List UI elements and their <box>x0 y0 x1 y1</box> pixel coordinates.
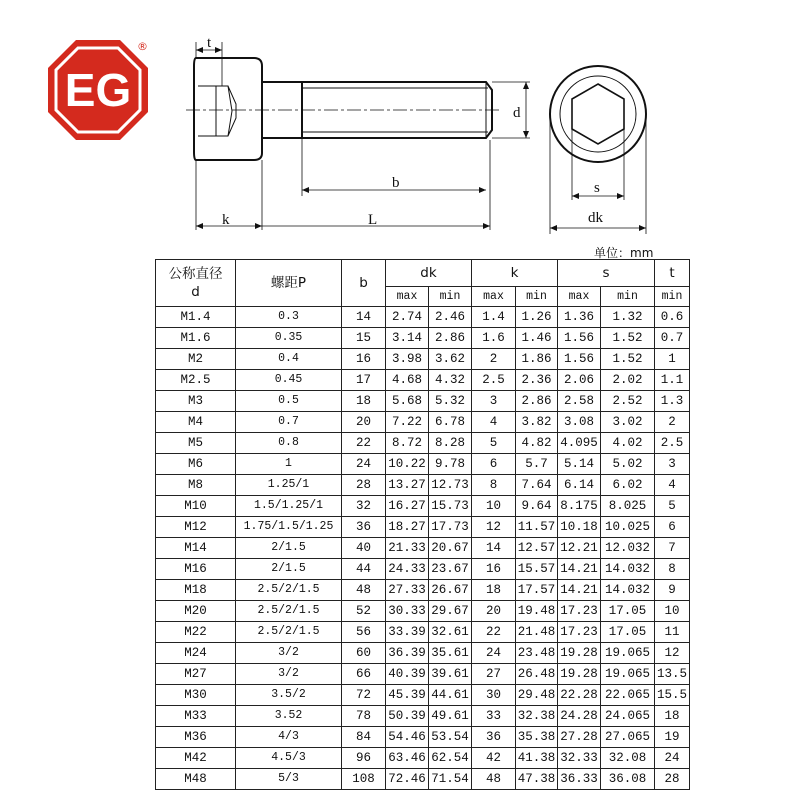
cell-k-min: 29.48 <box>516 685 558 706</box>
cell-k-min: 11.57 <box>516 517 558 538</box>
cell-t-min: 13.5 <box>655 664 690 685</box>
cell-dk-min: 32.61 <box>429 622 472 643</box>
header-nominal-line1: 公称直径 <box>168 266 223 282</box>
cell-size: M22 <box>156 622 236 643</box>
cell-s-max: 2.58 <box>558 391 601 412</box>
cell-s-min: 14.032 <box>601 559 655 580</box>
cell-b: 66 <box>342 664 386 685</box>
header-nominal-line2: d <box>191 284 200 300</box>
logo-text: EG <box>64 64 132 116</box>
cell-dk-min: 6.78 <box>429 412 472 433</box>
arrow <box>523 131 529 138</box>
cell-pitch: 4/3 <box>236 727 342 748</box>
cell-dk-max: 40.39 <box>386 664 429 685</box>
cell-size: M4 <box>156 412 236 433</box>
arrow <box>196 223 203 229</box>
cell-s-max: 6.14 <box>558 475 601 496</box>
cell-size: M14 <box>156 538 236 559</box>
cell-t-min: 2 <box>655 412 690 433</box>
label-k: k <box>222 212 230 228</box>
cell-k-min: 15.57 <box>516 559 558 580</box>
cell-s-max: 24.28 <box>558 706 601 727</box>
cell-size: M5 <box>156 433 236 454</box>
cell-k-min: 21.48 <box>516 622 558 643</box>
cell-size: M16 <box>156 559 236 580</box>
cell-k-max: 27 <box>472 664 516 685</box>
cell-k-min: 2.86 <box>516 391 558 412</box>
table-row <box>156 475 690 496</box>
header-t-min: min <box>655 287 690 307</box>
cell-b: 56 <box>342 622 386 643</box>
table-row <box>156 559 690 580</box>
cell-k-min: 1.26 <box>516 307 558 328</box>
cell-dk-max: 3.98 <box>386 349 429 370</box>
cell-dk-min: 29.67 <box>429 601 472 622</box>
cell-k-min: 23.48 <box>516 643 558 664</box>
cell-s-min: 19.065 <box>601 643 655 664</box>
cell-s-min: 17.05 <box>601 622 655 643</box>
arrow <box>572 193 579 199</box>
cell-t-min: 19 <box>655 727 690 748</box>
cell-s-min: 19.065 <box>601 664 655 685</box>
cell-size: M10 <box>156 496 236 517</box>
cell-s-max: 27.28 <box>558 727 601 748</box>
cell-dk-min: 20.67 <box>429 538 472 559</box>
cell-k-max: 36 <box>472 727 516 748</box>
cell-size: M6 <box>156 454 236 475</box>
cell-s-min: 3.02 <box>601 412 655 433</box>
cell-dk-min: 15.73 <box>429 496 472 517</box>
arrow <box>302 187 309 193</box>
cell-dk-max: 5.68 <box>386 391 429 412</box>
cell-s-min: 17.05 <box>601 601 655 622</box>
cell-b: 18 <box>342 391 386 412</box>
cell-dk-max: 72.46 <box>386 769 429 790</box>
cell-dk-max: 63.46 <box>386 748 429 769</box>
cell-t-min: 6 <box>655 517 690 538</box>
cell-pitch: 2/1.5 <box>236 538 342 559</box>
cell-dk-min: 2.86 <box>429 328 472 349</box>
cell-k-max: 2.5 <box>472 370 516 391</box>
cell-s-max: 22.28 <box>558 685 601 706</box>
cell-dk-min: 12.73 <box>429 475 472 496</box>
table-row <box>156 433 690 454</box>
cell-b: 20 <box>342 412 386 433</box>
socket-hidden-lines <box>198 86 236 136</box>
header-s-max: max <box>558 287 601 307</box>
label-L: L <box>368 212 378 228</box>
cell-b: 44 <box>342 559 386 580</box>
cell-k-min: 7.64 <box>516 475 558 496</box>
cell-dk-min: 53.54 <box>429 727 472 748</box>
cell-s-max: 32.33 <box>558 748 601 769</box>
cell-pitch: 2.5/2/1.5 <box>236 580 342 601</box>
cell-k-max: 12 <box>472 517 516 538</box>
table-row <box>156 664 690 685</box>
cell-s-max: 3.08 <box>558 412 601 433</box>
cell-s-min: 1.32 <box>601 307 655 328</box>
cell-dk-min: 3.62 <box>429 349 472 370</box>
cell-s-max: 5.14 <box>558 454 601 475</box>
cell-s-max: 19.28 <box>558 643 601 664</box>
cell-dk-max: 21.33 <box>386 538 429 559</box>
cell-s-min: 6.02 <box>601 475 655 496</box>
cell-pitch: 1.5/1.25/1 <box>236 496 342 517</box>
cell-dk-max: 18.27 <box>386 517 429 538</box>
header-pitch: 螺距P <box>236 260 342 307</box>
header-t: t <box>655 260 690 287</box>
cell-dk-min: 23.67 <box>429 559 472 580</box>
cell-dk-min: 35.61 <box>429 643 472 664</box>
arrow <box>215 47 222 53</box>
header-s: s <box>558 260 655 287</box>
cell-b: 108 <box>342 769 386 790</box>
cell-t-min: 2.5 <box>655 433 690 454</box>
cell-b: 24 <box>342 454 386 475</box>
cell-dk-max: 7.22 <box>386 412 429 433</box>
cell-b: 15 <box>342 328 386 349</box>
cell-size: M30 <box>156 685 236 706</box>
cell-pitch: 0.35 <box>236 328 342 349</box>
cell-t-min: 1 <box>655 349 690 370</box>
dimension-table <box>155 259 690 790</box>
cell-s-max: 10.18 <box>558 517 601 538</box>
cell-s-max: 17.23 <box>558 601 601 622</box>
cell-k-min: 5.7 <box>516 454 558 475</box>
cell-k-max: 2 <box>472 349 516 370</box>
cell-pitch: 2.5/2/1.5 <box>236 622 342 643</box>
table-row <box>156 622 690 643</box>
arrow <box>523 82 529 89</box>
cell-dk-min: 39.61 <box>429 664 472 685</box>
cell-s-max: 14.21 <box>558 559 601 580</box>
cell-k-max: 1.6 <box>472 328 516 349</box>
cell-t-min: 15.5 <box>655 685 690 706</box>
cell-s-min: 1.52 <box>601 328 655 349</box>
cell-pitch: 3.52 <box>236 706 342 727</box>
cell-k-max: 14 <box>472 538 516 559</box>
cell-s-min: 32.08 <box>601 748 655 769</box>
cell-size: M33 <box>156 706 236 727</box>
cell-k-max: 18 <box>472 580 516 601</box>
table-row <box>156 517 690 538</box>
cell-b: 36 <box>342 517 386 538</box>
cell-t-min: 11 <box>655 622 690 643</box>
cell-t-min: 1.1 <box>655 370 690 391</box>
table-row <box>156 727 690 748</box>
table-row <box>156 706 690 727</box>
cell-size: M42 <box>156 748 236 769</box>
table-row <box>156 748 690 769</box>
cell-b: 17 <box>342 370 386 391</box>
cell-pitch: 1.25/1 <box>236 475 342 496</box>
header-dk: dk <box>386 260 472 287</box>
cell-k-min: 41.38 <box>516 748 558 769</box>
screw-drawing <box>0 0 800 260</box>
cell-size: M36 <box>156 727 236 748</box>
cell-s-min: 22.065 <box>601 685 655 706</box>
cell-dk-max: 24.33 <box>386 559 429 580</box>
cell-k-min: 2.36 <box>516 370 558 391</box>
cell-size: M8 <box>156 475 236 496</box>
cell-k-min: 9.64 <box>516 496 558 517</box>
cell-dk-max: 3.14 <box>386 328 429 349</box>
cell-k-min: 47.38 <box>516 769 558 790</box>
cell-k-max: 16 <box>472 559 516 580</box>
table-row <box>156 328 690 349</box>
cell-s-max: 1.56 <box>558 328 601 349</box>
cell-size: M2 <box>156 349 236 370</box>
cell-pitch: 0.4 <box>236 349 342 370</box>
cell-dk-max: 54.46 <box>386 727 429 748</box>
cell-k-max: 30 <box>472 685 516 706</box>
cell-k-max: 6 <box>472 454 516 475</box>
cell-dk-max: 50.39 <box>386 706 429 727</box>
cell-k-min: 35.38 <box>516 727 558 748</box>
cell-dk-min: 44.61 <box>429 685 472 706</box>
table-row <box>156 685 690 706</box>
table-row <box>156 412 690 433</box>
table-row <box>156 496 690 517</box>
cell-k-max: 33 <box>472 706 516 727</box>
cell-dk-max: 2.74 <box>386 307 429 328</box>
cell-dk-max: 30.33 <box>386 601 429 622</box>
label-d: d <box>513 105 521 121</box>
cell-s-min: 2.02 <box>601 370 655 391</box>
cell-k-max: 10 <box>472 496 516 517</box>
cell-t-min: 0.6 <box>655 307 690 328</box>
header-dk-max: max <box>386 287 429 307</box>
cell-t-min: 3 <box>655 454 690 475</box>
cell-dk-max: 16.27 <box>386 496 429 517</box>
header-k-min: min <box>516 287 558 307</box>
cell-pitch: 2.5/2/1.5 <box>236 601 342 622</box>
cell-k-min: 19.48 <box>516 601 558 622</box>
cell-pitch: 5/3 <box>236 769 342 790</box>
arrow <box>196 47 203 53</box>
cell-pitch: 0.8 <box>236 433 342 454</box>
header-nominal-diameter <box>156 260 236 307</box>
cell-k-max: 3 <box>472 391 516 412</box>
header-b: b <box>342 260 386 307</box>
cell-size: M1.6 <box>156 328 236 349</box>
cell-s-min: 27.065 <box>601 727 655 748</box>
table-row <box>156 370 690 391</box>
cell-t-min: 12 <box>655 643 690 664</box>
header-k-max: max <box>472 287 516 307</box>
cell-s-min: 36.08 <box>601 769 655 790</box>
cell-size: M3 <box>156 391 236 412</box>
cell-b: 48 <box>342 580 386 601</box>
cell-t-min: 18 <box>655 706 690 727</box>
header-dk-min: min <box>429 287 472 307</box>
cell-t-min: 1.3 <box>655 391 690 412</box>
cell-b: 40 <box>342 538 386 559</box>
table-row <box>156 769 690 790</box>
cell-k-max: 4 <box>472 412 516 433</box>
header-s-min: min <box>601 287 655 307</box>
cell-b: 52 <box>342 601 386 622</box>
cell-s-min: 12.032 <box>601 538 655 559</box>
cell-s-min: 2.52 <box>601 391 655 412</box>
cell-b: 78 <box>342 706 386 727</box>
cell-dk-min: 9.78 <box>429 454 472 475</box>
cell-b: 72 <box>342 685 386 706</box>
cell-b: 60 <box>342 643 386 664</box>
table-row <box>156 391 690 412</box>
cell-k-min: 1.86 <box>516 349 558 370</box>
cell-k-min: 12.57 <box>516 538 558 559</box>
cell-s-max: 14.21 <box>558 580 601 601</box>
hex-socket <box>572 84 624 144</box>
header-k: k <box>472 260 558 287</box>
cell-k-min: 1.46 <box>516 328 558 349</box>
cell-k-max: 24 <box>472 643 516 664</box>
cell-k-min: 4.82 <box>516 433 558 454</box>
cell-dk-max: 36.39 <box>386 643 429 664</box>
cell-pitch: 0.5 <box>236 391 342 412</box>
cell-dk-max: 45.39 <box>386 685 429 706</box>
cell-s-min: 1.52 <box>601 349 655 370</box>
table-row <box>156 601 690 622</box>
arrow <box>479 187 486 193</box>
head-end-circle <box>550 66 646 162</box>
cell-t-min: 4 <box>655 475 690 496</box>
cell-s-max: 2.06 <box>558 370 601 391</box>
arrow <box>639 225 646 231</box>
cell-dk-min: 5.32 <box>429 391 472 412</box>
cell-dk-max: 10.22 <box>386 454 429 475</box>
cell-b: 84 <box>342 727 386 748</box>
cell-pitch: 2/1.5 <box>236 559 342 580</box>
cell-s-max: 1.56 <box>558 349 601 370</box>
cell-dk-max: 4.68 <box>386 370 429 391</box>
cell-dk-min: 8.28 <box>429 433 472 454</box>
cell-s-max: 19.28 <box>558 664 601 685</box>
cell-b: 32 <box>342 496 386 517</box>
cell-pitch: 3/2 <box>236 643 342 664</box>
cell-s-max: 12.21 <box>558 538 601 559</box>
cell-k-max: 42 <box>472 748 516 769</box>
cell-dk-min: 26.67 <box>429 580 472 601</box>
cell-t-min: 24 <box>655 748 690 769</box>
cell-b: 96 <box>342 748 386 769</box>
arrow <box>483 223 490 229</box>
screw-head-outline <box>194 58 262 160</box>
cell-b: 14 <box>342 307 386 328</box>
cell-k-max: 20 <box>472 601 516 622</box>
cell-k-max: 1.4 <box>472 307 516 328</box>
cell-s-max: 1.36 <box>558 307 601 328</box>
cell-size: M24 <box>156 643 236 664</box>
cell-t-min: 8 <box>655 559 690 580</box>
cell-s-min: 8.025 <box>601 496 655 517</box>
cell-t-min: 5 <box>655 496 690 517</box>
label-s: s <box>594 180 600 196</box>
cell-k-max: 8 <box>472 475 516 496</box>
cell-size: M12 <box>156 517 236 538</box>
cell-s-min: 5.02 <box>601 454 655 475</box>
cell-k-max: 5 <box>472 433 516 454</box>
cell-b: 22 <box>342 433 386 454</box>
cell-dk-max: 33.39 <box>386 622 429 643</box>
cell-b: 16 <box>342 349 386 370</box>
cell-s-min: 10.025 <box>601 517 655 538</box>
cell-s-max: 4.095 <box>558 433 601 454</box>
arrow <box>550 225 557 231</box>
cell-pitch: 0.45 <box>236 370 342 391</box>
cell-size: M48 <box>156 769 236 790</box>
cell-dk-min: 2.46 <box>429 307 472 328</box>
cell-k-min: 3.82 <box>516 412 558 433</box>
arrow <box>617 193 624 199</box>
cell-t-min: 9 <box>655 580 690 601</box>
cell-pitch: 4.5/3 <box>236 748 342 769</box>
cell-dk-min: 49.61 <box>429 706 472 727</box>
cell-size: M1.4 <box>156 307 236 328</box>
cell-dk-max: 8.72 <box>386 433 429 454</box>
cell-pitch: 1.75/1.5/1.25 <box>236 517 342 538</box>
label-dk: dk <box>588 210 603 226</box>
cell-pitch: 3.5/2 <box>236 685 342 706</box>
cell-k-min: 32.38 <box>516 706 558 727</box>
table-row <box>156 538 690 559</box>
cell-pitch: 3/2 <box>236 664 342 685</box>
label-b: b <box>392 175 400 191</box>
cell-size: M20 <box>156 601 236 622</box>
cell-b: 28 <box>342 475 386 496</box>
cell-dk-max: 13.27 <box>386 475 429 496</box>
cell-k-max: 48 <box>472 769 516 790</box>
cell-s-min: 14.032 <box>601 580 655 601</box>
cell-s-max: 17.23 <box>558 622 601 643</box>
cell-dk-min: 71.54 <box>429 769 472 790</box>
table-row <box>156 580 690 601</box>
registered-mark: ® <box>137 40 148 53</box>
cell-k-min: 17.57 <box>516 580 558 601</box>
cell-k-min: 26.48 <box>516 664 558 685</box>
cell-t-min: 10 <box>655 601 690 622</box>
table-row <box>156 349 690 370</box>
cell-s-max: 8.175 <box>558 496 601 517</box>
cell-pitch: 0.7 <box>236 412 342 433</box>
cell-pitch: 0.3 <box>236 307 342 328</box>
cell-dk-min: 4.32 <box>429 370 472 391</box>
unit-label: 单位：mm <box>594 246 654 260</box>
cell-t-min: 0.7 <box>655 328 690 349</box>
cell-s-min: 4.02 <box>601 433 655 454</box>
cell-dk-max: 27.33 <box>386 580 429 601</box>
cell-k-max: 22 <box>472 622 516 643</box>
label-t: t <box>207 35 212 51</box>
cell-t-min: 28 <box>655 769 690 790</box>
arrow <box>255 223 262 229</box>
cell-s-max: 36.33 <box>558 769 601 790</box>
cell-pitch: 1 <box>236 454 342 475</box>
cell-dk-min: 17.73 <box>429 517 472 538</box>
cell-size: M18 <box>156 580 236 601</box>
cell-s-min: 24.065 <box>601 706 655 727</box>
cell-size: M2.5 <box>156 370 236 391</box>
table-row <box>156 643 690 664</box>
cell-size: M27 <box>156 664 236 685</box>
cell-t-min: 7 <box>655 538 690 559</box>
table-row <box>156 307 690 328</box>
cell-dk-min: 62.54 <box>429 748 472 769</box>
table-row <box>156 454 690 475</box>
